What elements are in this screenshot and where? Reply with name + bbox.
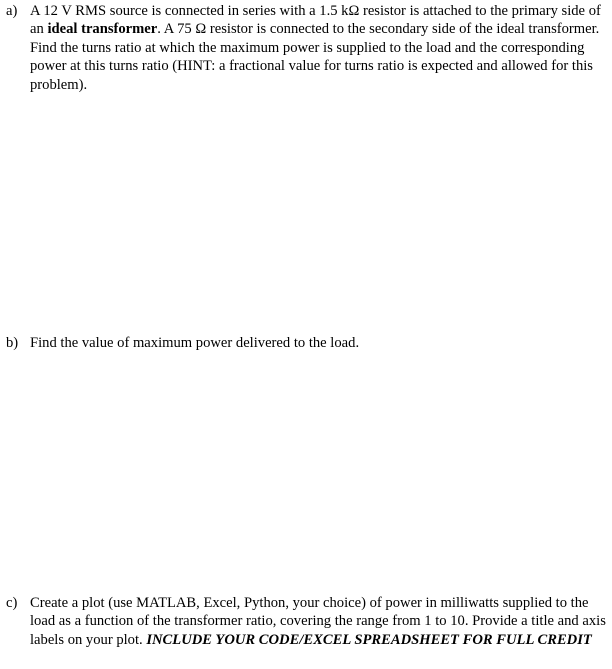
question-b-text [30, 334, 606, 352]
question-a-bold-term: ideal transformer [47, 21, 158, 38]
question-b-marker: b) [6, 335, 19, 351]
question-a-text-end: . A 75 Ω resistor is connected to the secondary side of the ideal transformer. Find the turns ratio at which the maximum power is supplied to the load and the corresponding power at this turns ratio (HINT: a fractional value for turns ratio is expected and allowed for this problem). [30, 21, 600, 93]
question-a-text [30, 2, 606, 94]
question-c-text [30, 594, 606, 649]
question-a-marker: a) [6, 3, 18, 19]
question-c [0, 594, 608, 649]
question-c-marker: c) [6, 595, 18, 611]
question-b-text-start: Find the value of maximum power delivered to the load. [30, 335, 360, 351]
question-c-text-start: Create a plot (use MATLAB, Excel, Python, your choice) of power in milliwatts supplied to the load as a function of the transformer ratio, covering the range from 1 to 10. Provide a title and axis labels on your plot. [30, 595, 606, 648]
question-a [0, 2, 608, 94]
question-b [0, 334, 608, 352]
question-c-emphasis: INCLUDE YOUR CODE/EXCEL SPREADSHEET FOR FULL CREDIT [146, 631, 592, 648]
question-a-text-start: A 12 V RMS source is connected in series with a 1.5 kΩ resistor is attached to the primary side of an [30, 3, 601, 38]
